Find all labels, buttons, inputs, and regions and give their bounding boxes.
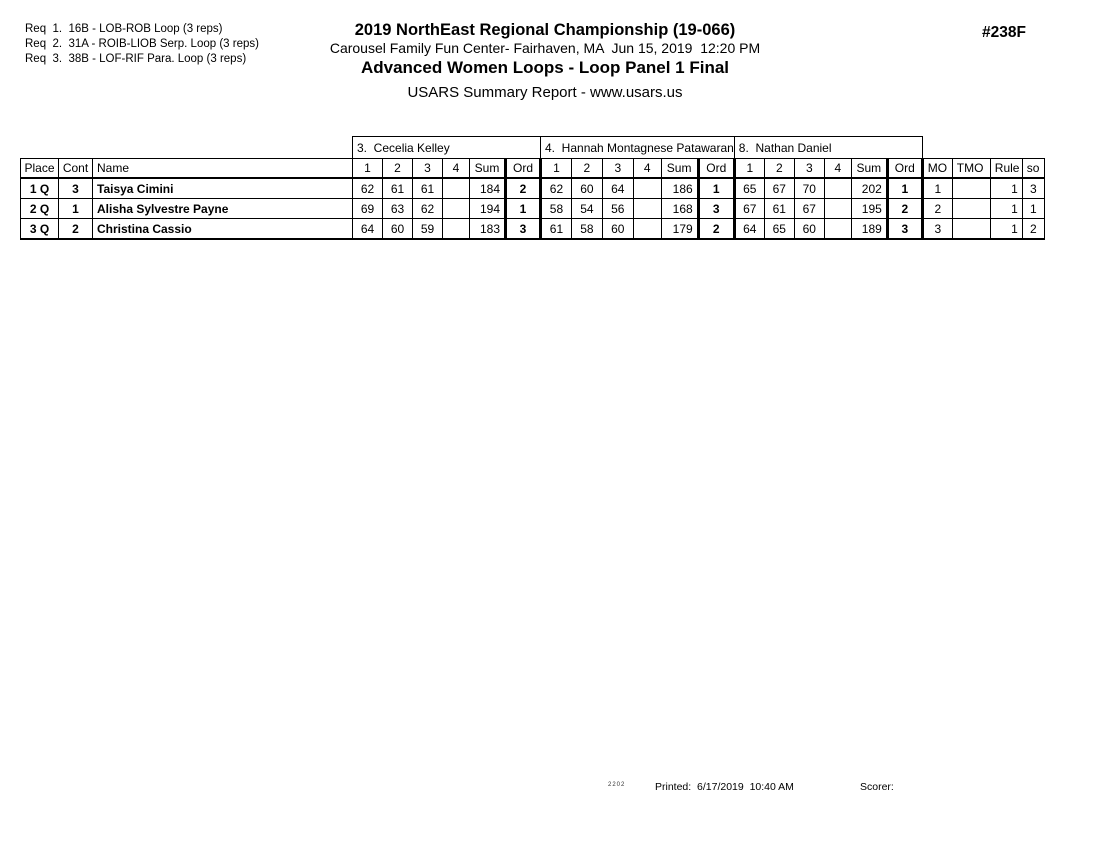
sum-header: Sum	[851, 159, 887, 179]
score-cell: 61	[764, 199, 794, 219]
ord-header: Ord	[887, 159, 922, 179]
sum-cell: 179	[661, 219, 698, 240]
venue-date-line: Carousel Family Fun Center- Fairhaven, MA Jun 15, 2019 12:20 PM	[329, 40, 761, 56]
score-cell: 61	[541, 219, 572, 240]
spacer-cell	[21, 137, 353, 159]
rule-cell: 1	[990, 199, 1022, 219]
score-cell: 67	[794, 199, 824, 219]
report-type-line: USARS Summary Report - www.usars.us	[407, 84, 683, 101]
score-cell: 58	[571, 219, 602, 240]
ord-cell: 1	[887, 178, 922, 199]
score2-header: 2	[383, 159, 413, 179]
place-cell: 2 Q	[21, 199, 59, 219]
score-cell: 63	[383, 199, 413, 219]
requirement-line: Req 3. 38B - LOF-RIF Para. Loop (3 reps)	[25, 53, 247, 65]
table-row	[21, 219, 1045, 240]
table-row	[21, 178, 1045, 199]
ord-cell: 3	[698, 199, 734, 219]
requirements-list	[25, 22, 259, 67]
sum-cell: 189	[851, 219, 887, 240]
sum-cell: 183	[470, 219, 506, 240]
score-cell: 70	[794, 178, 824, 199]
sum-cell: 168	[661, 199, 698, 219]
score-cell: 64	[353, 219, 383, 240]
score2-header: 2	[571, 159, 602, 179]
so-cell: 2	[1022, 219, 1044, 240]
score-cell: 65	[764, 219, 794, 240]
score-cell: 62	[541, 178, 572, 199]
score-cell	[443, 199, 470, 219]
name-header: Name	[93, 159, 353, 179]
ord-header: Ord	[506, 159, 541, 179]
cont-cell: 3	[59, 178, 93, 199]
score1-header: 1	[734, 159, 764, 179]
score3-header: 3	[602, 159, 633, 179]
score-cell: 60	[571, 178, 602, 199]
requirement-line: Req 1. 16B - LOB-ROB Loop (3 reps)	[25, 23, 223, 35]
score-cell: 64	[602, 178, 633, 199]
rule-cell: 1	[990, 178, 1022, 199]
score3-header: 3	[794, 159, 824, 179]
rule-header: Rule	[990, 159, 1022, 179]
cont-cell: 1	[59, 199, 93, 219]
sum-cell: 202	[851, 178, 887, 199]
name-cell: Taisya Cimini	[93, 178, 353, 199]
score-cell: 69	[353, 199, 383, 219]
ord-cell: 1	[698, 178, 734, 199]
judge-name-header: 4. Hannah Montagnese Patawaran	[541, 137, 735, 159]
tmo-cell	[952, 199, 990, 219]
mo-cell: 1	[922, 178, 952, 199]
sum-cell: 186	[661, 178, 698, 199]
place-cell: 1 Q	[21, 178, 59, 199]
ord-cell: 3	[887, 219, 922, 240]
column-header-row	[21, 159, 1045, 179]
sum-cell: 184	[470, 178, 506, 199]
score-cell	[824, 178, 851, 199]
score-cell: 54	[571, 199, 602, 219]
place-header: Place	[21, 159, 59, 179]
requirement-line: Req 2. 31A - ROIB-LIOB Serp. Loop (3 reps)	[25, 38, 259, 50]
judge-name-header: 3. Cecelia Kelley	[353, 137, 541, 159]
ord-cell: 2	[506, 178, 541, 199]
printed-timestamp: Printed: 6/17/2019 10:40 AM	[655, 781, 794, 793]
score-cell: 62	[353, 178, 383, 199]
results-table	[20, 136, 1045, 240]
mo-header: MO	[922, 159, 952, 179]
sum-header: Sum	[470, 159, 506, 179]
score-cell: 60	[383, 219, 413, 240]
score-cell	[443, 178, 470, 199]
scorer-label: Scorer:	[860, 781, 894, 793]
table-row	[21, 199, 1045, 219]
sum-cell: 195	[851, 199, 887, 219]
score-cell: 59	[413, 219, 443, 240]
tmo-cell	[952, 178, 990, 199]
mo-cell: 2	[922, 199, 952, 219]
report-header	[260, 21, 830, 102]
ord-cell: 2	[698, 219, 734, 240]
place-cell: 3 Q	[21, 219, 59, 240]
tmo-header: TMO	[952, 159, 990, 179]
sum-header: Sum	[661, 159, 698, 179]
ord-header: Ord	[698, 159, 734, 179]
score-cell: 56	[602, 199, 633, 219]
score-cell: 61	[413, 178, 443, 199]
so-cell: 3	[1022, 178, 1044, 199]
report-version-code: 2202	[608, 782, 626, 788]
score-cell: 67	[764, 178, 794, 199]
score-cell	[633, 178, 661, 199]
competition-title: 2019 NorthEast Regional Championship (19-066)	[354, 21, 736, 39]
score1-header: 1	[541, 159, 572, 179]
name-cell: Alisha Sylvestre Payne	[93, 199, 353, 219]
score-cell	[443, 219, 470, 240]
so-header: so	[1022, 159, 1044, 179]
score-cell: 58	[541, 199, 572, 219]
score-cell: 64	[734, 219, 764, 240]
ord-cell: 1	[506, 199, 541, 219]
judge-name-header: 8. Nathan Daniel	[734, 137, 922, 159]
score-cell	[824, 199, 851, 219]
rule-cell: 1	[990, 219, 1022, 240]
score-cell	[633, 219, 661, 240]
so-cell: 1	[1022, 199, 1044, 219]
score-cell: 60	[602, 219, 633, 240]
score-cell: 65	[734, 178, 764, 199]
ord-cell: 2	[887, 199, 922, 219]
spacer-cell	[922, 137, 1044, 159]
score2-header: 2	[764, 159, 794, 179]
sum-cell: 194	[470, 199, 506, 219]
ord-cell: 3	[506, 219, 541, 240]
score1-header: 1	[353, 159, 383, 179]
document-number: #238F	[982, 24, 1026, 41]
score-cell: 61	[383, 178, 413, 199]
score-cell: 60	[794, 219, 824, 240]
score-cell	[633, 199, 661, 219]
score3-header: 3	[413, 159, 443, 179]
event-title: Advanced Women Loops - Loop Panel 1 Final	[360, 58, 730, 77]
tmo-cell	[952, 219, 990, 240]
score-cell: 62	[413, 199, 443, 219]
score-cell	[824, 219, 851, 240]
score-cell: 67	[734, 199, 764, 219]
score4-header: 4	[633, 159, 661, 179]
name-cell: Christina Cassio	[93, 219, 353, 240]
cont-cell: 2	[59, 219, 93, 240]
mo-cell: 3	[922, 219, 952, 240]
cont-header: Cont	[59, 159, 93, 179]
score4-header: 4	[443, 159, 470, 179]
judge-header-row	[21, 137, 1045, 159]
score4-header: 4	[824, 159, 851, 179]
